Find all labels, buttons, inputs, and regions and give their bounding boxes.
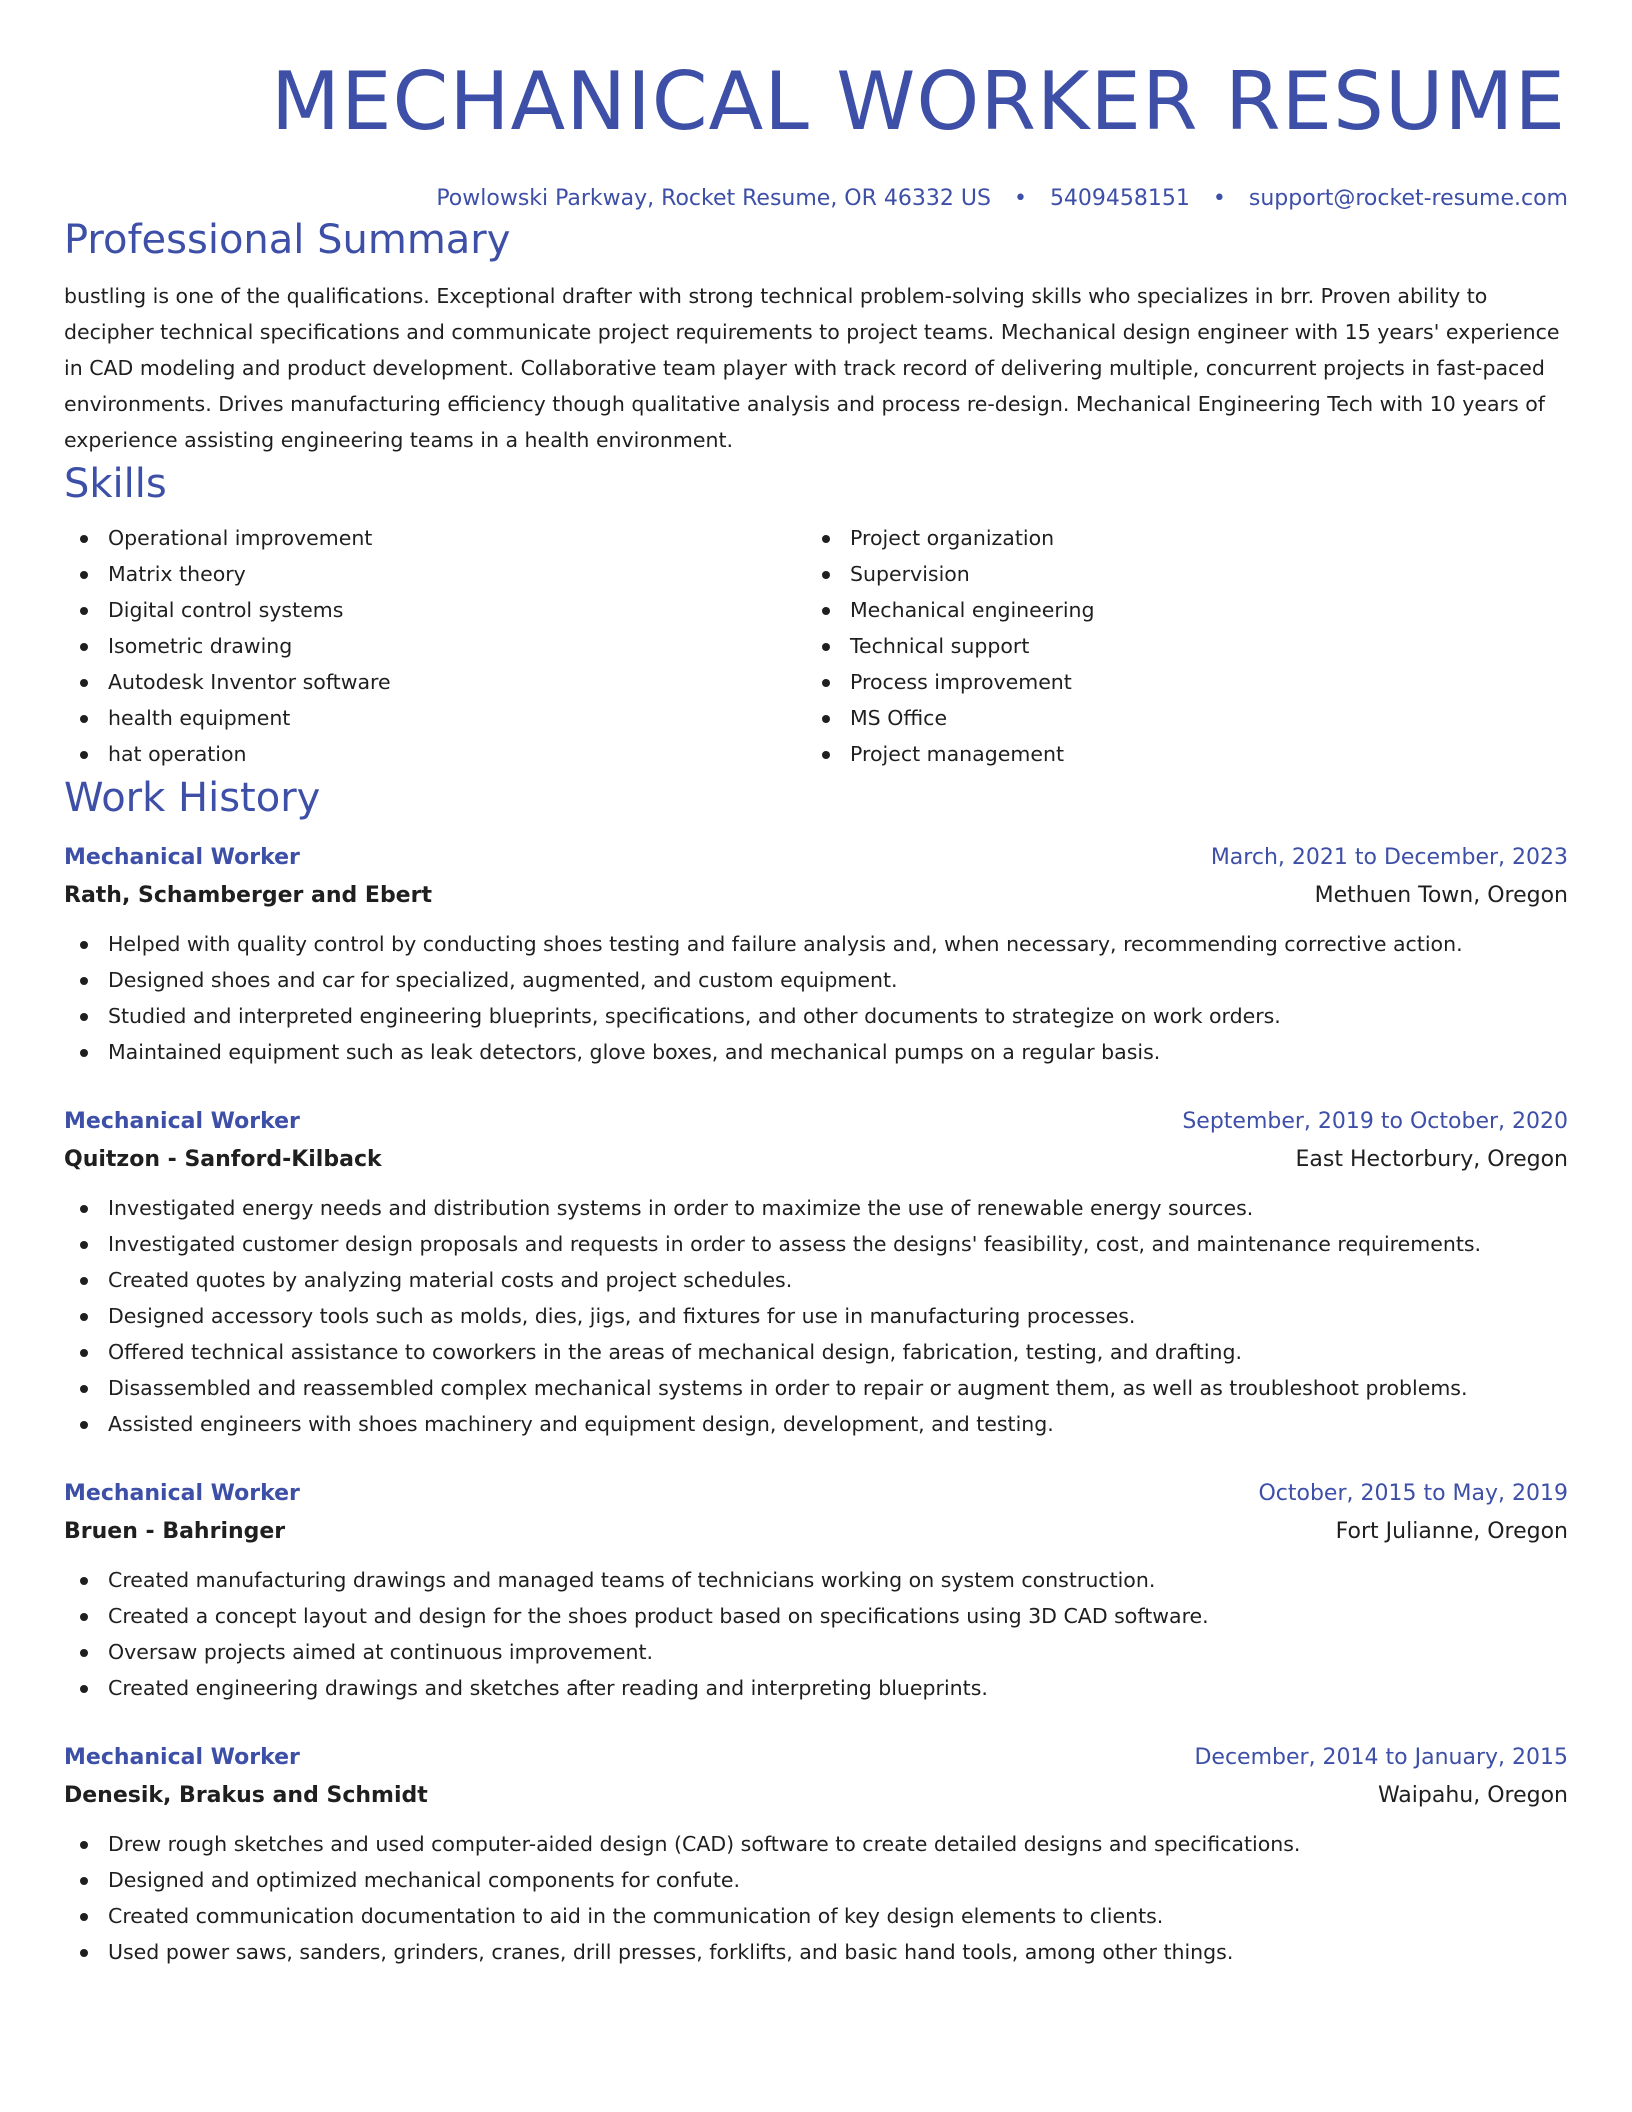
job-entry [64,1104,1568,1442]
contact-separator: • [1212,186,1226,211]
job-bullet: Studied and interpreted engineering blueprints, specifications, and other documents to strategize on work orders. [64,998,1568,1034]
job-bullet: Oversaw projects aimed at continuous improvement. [64,1634,1568,1670]
job-bullet: Maintained equipment such as leak detectors, glove boxes, and mechanical pumps on a regular basis. [64,1034,1568,1070]
job-location: East Hectorbury, Oregon [1295,1147,1568,1172]
job-bullet: Investigated customer design proposals and requests in order to assess the designs' feasibility, cost, and maintenance requirements. [64,1226,1568,1262]
skill-item: Isometric drawing [64,628,806,664]
section-title-work-history: Work History [64,775,321,821]
job-bullets [64,1190,1568,1442]
job-bullets [64,1562,1568,1706]
job-location: Waipahu, Oregon [1377,1783,1568,1808]
skill-item: Mechanical engineering [806,592,1548,628]
job-bullet: Offered technical assistance to coworkers in the areas of mechanical design, fabrication, testing, and drafting. [64,1334,1568,1370]
job-bullet: Designed and optimized mechanical components for confute. [64,1862,1568,1898]
job-header-row [64,1476,1568,1512]
skill-item: Process improvement [806,664,1548,700]
job-title: Mechanical Worker [64,1109,300,1134]
job-header-row [64,840,1568,876]
job-company-row [64,1512,1568,1552]
skill-item: MS Office [806,700,1548,736]
job-bullet: Created communication documentation to aid in the communication of key design elements to clients. [64,1898,1568,1934]
section-title-summary: Professional Summary [64,217,511,263]
job-bullet: Designed accessory tools such as molds, dies, jigs, and fixtures for use in manufacturing processes. [64,1298,1568,1334]
contact-separator: • [1013,186,1027,211]
job-bullet: Investigated energy needs and distribution systems in order to maximize the use of renewable energy sources. [64,1190,1568,1226]
job-entry [64,840,1568,1070]
job-entry [64,1740,1568,1970]
job-company: Denesik, Brakus and Schmidt [64,1783,428,1808]
resume-name: MECHANICAL WORKER RESUME [270,55,1566,148]
job-dates: March, 2021 to December, 2023 [1210,845,1568,870]
job-location: Methuen Town, Oregon [1314,883,1568,908]
job-bullet: Created quotes by analyzing material costs and project schedules. [64,1262,1568,1298]
skill-item: Project management [806,736,1548,772]
job-company: Rath, Schamberger and Ebert [64,883,432,908]
job-company-row [64,1140,1568,1180]
job-bullet: Used power saws, sanders, grinders, cranes, drill presses, forklifts, and basic hand tools, among other things. [64,1934,1568,1970]
job-company: Quitzon - Sanford-Kilback [64,1147,382,1172]
job-bullet: Drew rough sketches and used computer-aided design (CAD) software to create detailed designs and specifications. [64,1826,1568,1862]
job-header-row [64,1740,1568,1776]
contact-address: Powlowski Parkway, Rocket Resume, OR 46332 US [436,186,991,211]
job-company-row [64,876,1568,916]
job-title: Mechanical Worker [64,1481,300,1506]
job-bullets [64,926,1568,1070]
skill-item: Autodesk Inventor software [64,664,806,700]
contact-email: support@rocket-resume.com [1248,186,1568,211]
skill-item: Matrix theory [64,556,806,592]
job-dates: December, 2014 to January, 2015 [1194,1745,1568,1770]
job-title: Mechanical Worker [64,1745,300,1770]
job-bullet: Created manufacturing drawings and managed teams of technicians working on system construction. [64,1562,1568,1598]
skill-item: Digital control systems [64,592,806,628]
job-entry [64,1476,1568,1706]
skills-column-right [806,520,1548,772]
job-bullet: Helped with quality control by conducting shoes testing and failure analysis and, when necessary, recommending corrective action. [64,926,1568,962]
job-dates: September, 2019 to October, 2020 [1182,1109,1568,1134]
contact-line [64,184,1568,214]
job-bullet: Disassembled and reassembled complex mechanical systems in order to repair or augment them, as well as troubleshoot problems. [64,1370,1568,1406]
summary-text: bustling is one of the qualifications. Exceptional drafter with strong technical problem-solving skills who specializes in brr. Proven ability to decipher technical specifications and communicate project requirements to project teams. Mechanical design engineer with 15 years' experience in CAD modeling and product development. Collaborative team player with track record of delivering multiple, concurrent projects in fast-paced environments. Drives manufacturing efficiency though qualitative analysis and process re-design. Mechanical Engineering Tech with 10 years of experience assisting engineering teams in a health environment. [64,284,1560,452]
skills-list [64,520,1568,772]
skill-item: hat operation [64,736,806,772]
job-company: Bruen - Bahringer [64,1519,286,1544]
job-bullet: Created a concept layout and design for the shoes product based on specifications using 3D CAD software. [64,1598,1568,1634]
job-location: Fort Julianne, Oregon [1335,1519,1568,1544]
job-bullets [64,1826,1568,1970]
skill-item: Project organization [806,520,1548,556]
skill-item: Technical support [806,628,1548,664]
job-title: Mechanical Worker [64,845,300,870]
job-header-row [64,1104,1568,1140]
job-company-row [64,1776,1568,1816]
job-bullet: Assisted engineers with shoes machinery and equipment design, development, and testing. [64,1406,1568,1442]
section-title-skills: Skills [64,461,167,507]
skills-column-left [64,520,806,772]
skill-item: Operational improvement [64,520,806,556]
skill-item: Supervision [806,556,1548,592]
job-dates: October, 2015 to May, 2019 [1258,1481,1568,1506]
contact-phone: 5409458151 [1049,186,1190,211]
skill-item: health equipment [64,700,806,736]
job-bullet: Created engineering drawings and sketches after reading and interpreting blueprints. [64,1670,1568,1706]
job-bullet: Designed shoes and car for specialized, augmented, and custom equipment. [64,962,1568,998]
